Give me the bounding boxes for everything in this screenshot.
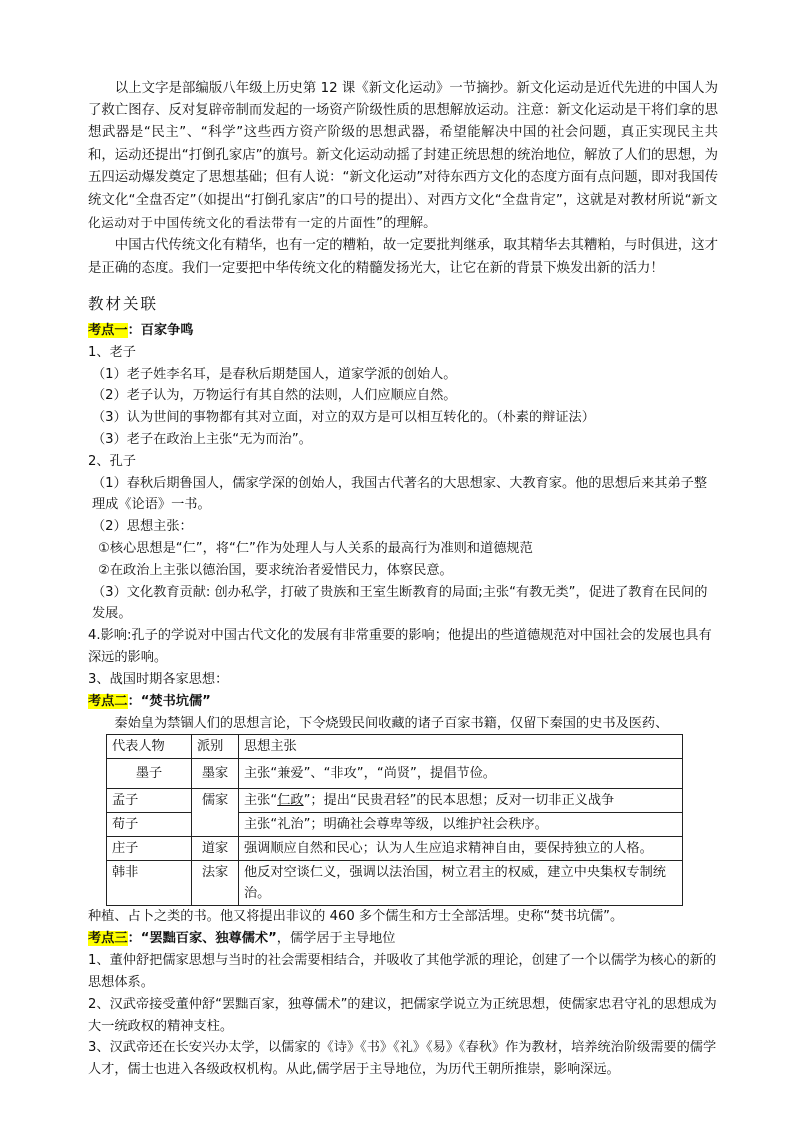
table-header-row [107, 735, 683, 759]
laozi-point: （3）老子在政治上主张“无为而治”。 [92, 432, 312, 448]
thinker-school: 道家 [192, 837, 239, 861]
kd3-label: 考点三 [88, 931, 128, 947]
kd2-label: 考点二 [88, 693, 128, 709]
thinker-idea: 主张“仁政”；提出“民贵君轻”的民本思想；反对一切非正义战争 [239, 789, 683, 813]
thinker-idea: 强调顺应自然和民心；认为人生应追求精神自由，要保持独立的人格。 [239, 837, 683, 861]
zhanguo-heading: 3、战国时期各家思想： [88, 671, 229, 687]
thinker-school: 墨家 [192, 759, 239, 789]
kd3-topic: ：“罢黜百家、独尊儒术” [127, 931, 277, 947]
kd3-item: 1、董仲舒把儒家思想与当时的社会需要相结合，并吸收了其他学派的理论，创建了一个以儒学为核心的新的思想体系。 [88, 953, 717, 990]
kd3-heading [88, 928, 718, 950]
thinker-idea: 主张“兼爱”、“非攻”，“尚贤”，提倡节俭。 [239, 759, 683, 789]
renzheng-underlined: 仁政 [277, 793, 304, 809]
table-row [107, 837, 683, 861]
kd3-topic-tail: ，儒学居于主导地位 [276, 931, 396, 947]
kd1-heading [88, 320, 718, 342]
thinker-school: 儒家 [192, 789, 239, 837]
thinkers-table [106, 734, 683, 906]
table-header-cell: 思想主张 [239, 735, 683, 759]
laozi-heading: 1、老子 [88, 344, 136, 360]
laozi-point: （2）老子认为，万物运行有其自然的法则，人们应顺应自然。 [92, 388, 457, 404]
kd2-intro: 秦始皇为禁锢人们的思想言论，下令烧毁民间收藏的诸子百家书籍，仅留下秦国的史书及医药、 [114, 715, 669, 731]
table-row [107, 789, 683, 813]
kd3-item: 3、汉武帝还在长安兴办太学，以儒家的《诗》《书》《礼》《易》《春秋》作为教材，培养统治阶级需要的儒学人才，儒士也进入各级政权机构。从此,儒学居于主导地位，为历代王朝所推崇，影响深远。 [88, 1040, 717, 1078]
laozi-point: （1）老子姓李名耳，是春秋后期楚国人，道家学派的创始人。 [92, 366, 457, 382]
kongzi-influence: 4.影响:孔子的学说对中国古代文化的发展有非常重要的影响；他提出的些道德规范对中国社会的发展也具有深远的影响。 [88, 628, 712, 665]
kongzi-heading: 2、孔子 [88, 453, 136, 469]
kongzi-subpoint: ①核心思想是“仁”，将“仁”作为处理人与人关系的最高行为准则和道德规范 [98, 541, 533, 556]
table-row [107, 759, 683, 789]
kongzi-point: （2）思想主张： [92, 519, 193, 535]
kongzi-subpoint: ②在政治上主张以德治国，要求统治者爱惜民力，体察民意。 [98, 562, 453, 578]
laozi-point: （3）认为世间的事物都有其对立面，对立的双方是可以相互转化的。（朴素的辩证法） [92, 410, 595, 426]
thinker-name: 荀子 [107, 813, 192, 837]
thinker-idea: 他反对空谈仁义，强调以法治国，树立君主的权威，建立中央集权专制统治。 [239, 861, 683, 906]
table-header-cell: 代表人物 [107, 735, 192, 759]
table-header-cell: 派别 [192, 735, 239, 759]
kd3-item: 2、汉武帝接受董仲舒“罢黜百家，独尊儒术”的建议，把儒家学说立为正统思想，使儒家忠君守礼的思想成为大一统政权的精神支柱。 [88, 996, 717, 1034]
table-row [107, 861, 683, 906]
kd1-topic: ：百家争鸣 [127, 322, 194, 338]
kongzi-point: （3）文化教育贡献: 创办私学，打破了贵族和王室生断教育的局面;主张“有教无类”，促进了教育在民间的发展。 [92, 584, 708, 622]
kd2-after: 种植、占卜之类的书。他又将提出非议的 460 多个儒生和方士全部活埋。史称“焚书坑儒”。 [88, 909, 624, 925]
thinker-name: 庄子 [107, 837, 192, 861]
textbook-quote: 新文化运动对于中国传统文化的看法带有一定的片面性 [88, 192, 718, 231]
kongzi-point: （1）春秋后期鲁国人，儒家学深的创始人，我国古代著名的大思想家、大教育家。他的思想后来其弟子整理成《论语》一书。 [92, 475, 708, 513]
thinker-name: 韩非 [107, 861, 192, 906]
kd2-heading [88, 691, 718, 713]
thinker-name: 孟子 [107, 789, 192, 813]
document-page [88, 78, 718, 1081]
thinker-idea: 主张“礼治”；明确社会尊卑等级，以维护社会秩序。 [239, 813, 683, 837]
intro-paragraph-1: 以上文字是部编版八年级上历史第 12 课《新文化运动》一节摘抄。新文化运动是近代先进的中国人为了救亡图存、反对复辟帝制而发起的一场资产阶级性质的思想解放运动。注意：新文化运动是干将们拿的思想武器是“民主”、“科学”这些西方资产阶级的思想武器，希望能解决中国的社会问题，真正实现民主共和，运动还提出“打倒孔家店”的旗号。新文化运动动摇了封建正统思想的统治地位，解放了人们的思想，为五四运动爆发奠定了思想基础；但有人说：“新文化运动”对待东西方文化的态度方面有点问题，即对我国传统文化“全盘否定”（如提出“打倒孔家店”的口号的提出）、对西方文化“全盘肯定”，这就是对教材所说“新文化运动对于中国传统文化的看法带有一定的片面性”的理解。 [88, 81, 718, 232]
kd2-topic: ：“焚书坑儒” [127, 693, 211, 709]
thinker-school: 法家 [192, 861, 239, 906]
section-title: 教材关联 [88, 294, 159, 313]
thinker-name: 墨子 [107, 759, 192, 789]
intro-paragraph-2: 中国古代传统文化有精华，也有一定的糟粕，故一定要批判继承，取其精华去其糟粕，与时俱进，这才是正确的态度。我们一定要把中华传统文化的精髓发扬光大，让它在新的背景下焕发出新的活力！ [88, 238, 718, 276]
kd1-label: 考点一 [88, 322, 128, 338]
